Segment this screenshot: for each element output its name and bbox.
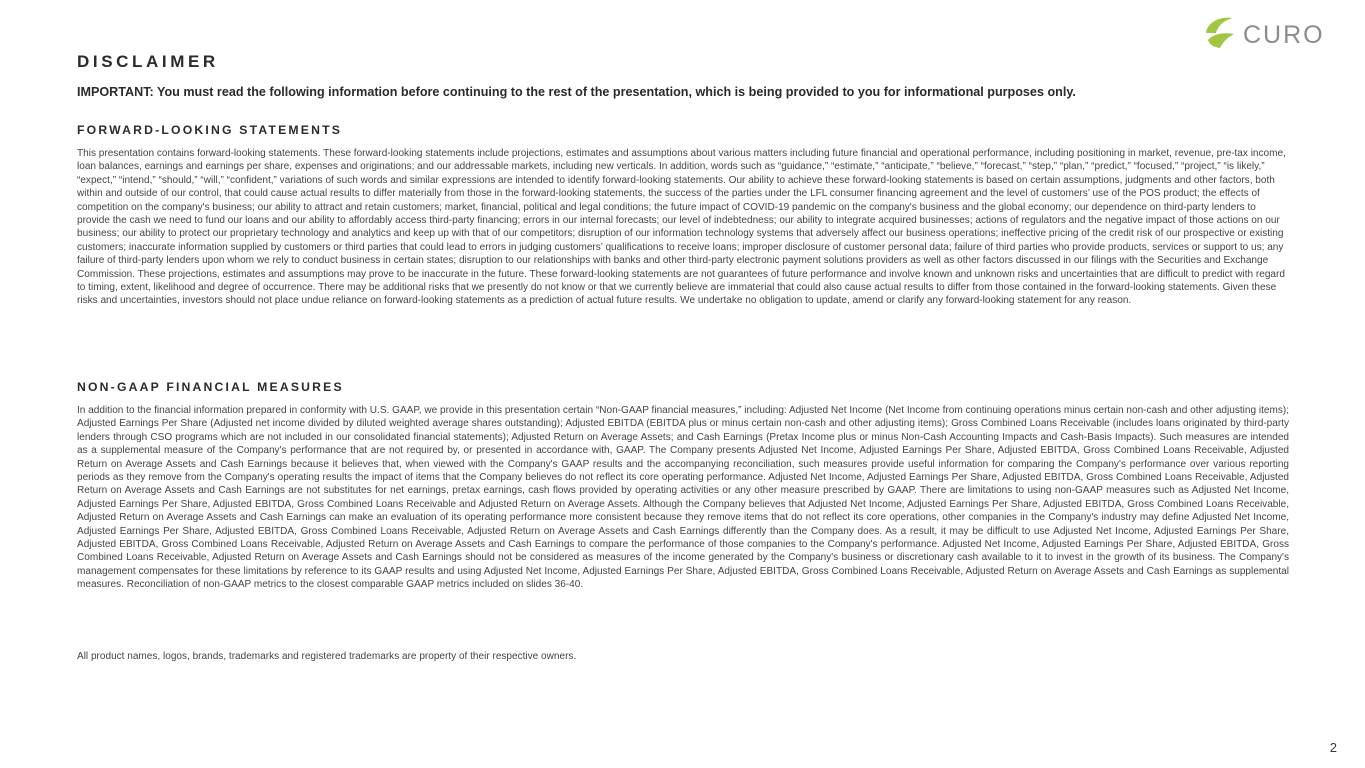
page-title: DISCLAIMER	[77, 52, 219, 71]
forward-looking-body: This presentation contains forward-looking statements. These forward-looking statements include projections, estimates and assumptions about various matters including future financial and operational performance, including positioning in market, revenue, pre-tax income, loan balances, earnings and earnings per share, expenses and originations; and our addressable markets, including new verticals. In addition, words such as “guidance,” “estimate,” “anticipate,” “believe,” “forecast,” “step,” “plan,” “predict,” “focused,” “project,” “is likely,” “expect,” “intend,” “should,” “will,” “confident,” variations of such words and similar expressions are intended to identify forward-looking statements. Our ability to achieve these forward-looking statements is based on certain assumptions, judgments and other factors, both within and outside of our control, that could cause actual results to differ materially from those in the forward-looking statements, the success of the parties under the LFL consumer financing agreement and the level of customers’ use of the POS product; the effects of competition on the company's business; our ability to attract and retain customers; market, financial, political and legal conditions; the future impact of COVID-19 pandemic on the company's business and the global economy; our dependence on third-party lenders to provide the cash we need to fund our loans and our ability to affordably access third-party financing; errors in our internal forecasts; our level of indebtedness; our ability to integrate acquired businesses; actions of regulators and the negative impact of those actions on our business; our ability to protect our proprietary technology and analytics and keep up with that of our competitors; disruption of our information technology systems that adversely affect our business operations; ineffective pricing of the credit risk of our prospective or existing customers; inaccurate information supplied by customers or third parties that could lead to errors in judging customers’ qualifications to receive loans; improper disclosure of customer personal data; failure of third parties who provide products, services or support to us; any failure of third-party lenders upon whom we rely to conduct business in certain states; disruption to our relationships with banks and other third-party electronic payment solutions providers as well as other factors discussed in our filings with the Securities and Exchange Commission. These projections, estimates and assumptions may prove to be inaccurate in the future. These forward-looking statements are not guarantees of future performance and involve known and unknown risks and uncertainties that are difficult to predict with regard to timing, extent, likelihood and degree of occurrence. There may be additional risks that we presently do not know or that we currently believe are immaterial that could also cause actual results to differ from those contained in the forward-looking statements. Given these risks and uncertainties, investors should not place undue reliance on forward-looking statements as a prediction of actual future results. We undertake no obligation to update, amend or clarify any forward-looking statement for any reason.	[77, 148, 1286, 307]
non-gaap-body: In addition to the financial information prepared in conformity with U.S. GAAP, we provide in this presentation certain “Non-GAAP financial measures,” including: Adjusted Net Income (Net Income from continuing operations minus certain non-cash and other adjusting items); Adjusted Earnings Per Share (Adjusted net income divided by diluted weighted average shares outstanding); Adjusted EBITDA (EBITDA plus or minus certain non-cash and other adjusting items); Gross Combined Loans Receivable (includes loans originated by third-party lenders through CSO programs which are not included in our consolidated financial statements); Adjusted Return on Average Assets; and Cash Earnings (Pretax Income plus or minus Non-Cash Accounting Impacts and Cash-Basis Impacts). Such measures are intended as a supplemental measure of the Company's performance that are not required by, or presented in accordance with, GAAP. The Company presents Adjusted Net Income, Adjusted Earnings Per Share, Adjusted EBITDA, Gross Combined Loans Receivable, Adjusted Return on Average Assets and Cash Earnings because it believes that, when viewed with the Company's GAAP results and the accompanying reconciliation, such measures provide useful information for comparing the Company's performance over various reporting periods as they remove from the Company's operating results the impact of items that the Company believes do not reflect its core operating performance. Adjusted Net Income, Adjusted Earnings Per Share, Adjusted EBITDA, Gross Combined Loans Receivable, Adjusted Return on Average Assets and Cash Earnings are not substitutes for net earnings, pretax earnings, cash flows provided by operating activities or any other measure prescribed by GAAP. There are limitations to using non-GAAP measures such as Adjusted Net Income, Adjusted Earnings Per Share, Adjusted EBITDA, Gross Combined Loans Receivable and Adjusted Return on Average Assets. Although the Company believes that Adjusted Net Income, Adjusted Earnings Per Share, Adjusted EBITDA, Gross Combined Loans Receivable, Adjusted Return on Average Assets and Cash Earnings can make an evaluation of its operating performance more consistent because they remove items that do not reflect its core operations, other companies in the Company's industry may define Adjusted Net Income, Adjusted Earnings Per Share, Adjusted EBITDA, Gross Combined Loans Receivable, Adjusted Return on Average Assets and Cash Earnings differently than the Company does. As a result, it may be difficult to use Adjusted Net Income, Adjusted Earnings Per Share, Adjusted EBITDA, Gross Combined Loans Receivable, Adjusted Return on Average Assets and Cash Earnings to compare the performance of those companies to the Company's performance. Adjusted Net Income, Adjusted Earnings Per Share, Adjusted EBITDA, Gross Combined Loans Receivable, Adjusted Return on Average Assets and Cash Earnings should not be considered as measures of the income generated by the Company's business or discretionary cash available to it to invest in the growth of its business. The Company's management compensates for these limitations by reference to its GAAP results and using Adjusted Net Income, Adjusted Earnings Per Share, Adjusted EBITDA, Gross Combined Loans Receivable, Adjusted Return on Average Assets and Cash Earnings as supplemental measures. Reconciliation of non-GAAP metrics to the closest comparable GAAP metrics included on slides 36-40.	[77, 405, 1289, 591]
curo-logo-icon	[1203, 16, 1337, 50]
curo-logo	[1203, 16, 1337, 50]
non-gaap-heading: NON-GAAP FINANCIAL MEASURES	[77, 380, 344, 394]
trademark-note: All product names, logos, brands, trademarks and registered trademarks are property of their respective owners.	[77, 651, 577, 662]
forward-looking-heading: FORWARD-LOOKING STATEMENTS	[77, 123, 343, 137]
page-number: 2	[1329, 740, 1337, 755]
svg-text:CURO: CURO	[1243, 21, 1325, 49]
important-notice: IMPORTANT: You must read the following information before continuing to the rest of the presentation, which is being provided to you for informational purposes only.	[77, 85, 1076, 99]
